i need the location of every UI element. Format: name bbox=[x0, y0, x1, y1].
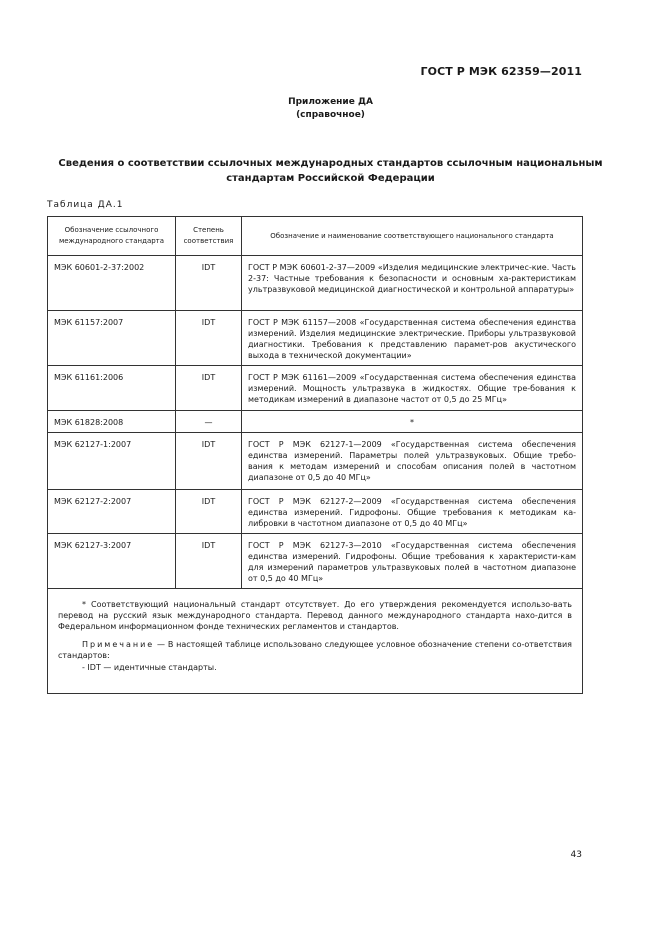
cell-national-standard: ГОСТ Р МЭК 61161—2009 «Государственная система обеспечения единства измерений. Мощность ультразвука в жидкостях. Общие тре-бования к методикам измерений в диапазоне частот от 0,5 до 25 МГц» bbox=[242, 366, 583, 411]
table-notes bbox=[48, 589, 583, 694]
table-row bbox=[48, 534, 583, 589]
table-row bbox=[48, 311, 583, 366]
cell-national-standard: ГОСТ Р МЭК 60601-2-37—2009 «Изделия медицинские электричес-кие. Часть 2-37: Частные требования к безопасности и основным ха-рактеристикам ультразвуковой медицинской диагностической и контрольной аппаратуры» bbox=[242, 256, 583, 311]
table-row bbox=[48, 411, 583, 433]
cell-degree: — bbox=[176, 411, 242, 433]
cell-intl-standard: МЭК 62127-3:2007 bbox=[48, 534, 176, 589]
cell-national-standard: ГОСТ Р МЭК 62127-3—2010 «Государственная система обеспечения единства измерений. Гидрофоны. Общие требования к характеристи-кам для измерений параметров ультразвуковых полей в частотном диапазоне от 0,5 до 40 МГц» bbox=[242, 534, 583, 589]
note-label: Примечание bbox=[82, 640, 155, 649]
table-row bbox=[48, 366, 583, 411]
table-footer-row bbox=[48, 589, 583, 694]
cell-intl-standard: МЭК 62127-2:2007 bbox=[48, 490, 176, 534]
standards-correspondence-table bbox=[47, 216, 583, 694]
section-title-line-1: Сведения о соответствии ссылочных международных стандартов ссылочным национальным bbox=[58, 158, 603, 169]
table-row bbox=[48, 256, 583, 311]
header-intl-standard: Обозначение ссылочного международного стандарта bbox=[48, 217, 176, 256]
cell-degree: IDT bbox=[176, 366, 242, 411]
note bbox=[58, 639, 572, 661]
cell-degree: IDT bbox=[176, 490, 242, 534]
cell-intl-standard: МЭК 61157:2007 bbox=[48, 311, 176, 366]
cell-intl-standard: МЭК 61828:2008 bbox=[48, 411, 176, 433]
table-row bbox=[48, 433, 583, 490]
appendix-heading bbox=[0, 96, 661, 122]
table-label: Таблица ДА.1 bbox=[47, 200, 124, 210]
appendix-subtitle: (справочное) bbox=[296, 110, 365, 120]
cell-national-standard: ГОСТ Р МЭК 62127-1—2009 «Государственная система обеспечения единства измерений. Параметры полей ультразвуковых. Общие требо-вания к методам измерений и способам описания полей в частотном диапазоне от 0,5 до 40 МГц» bbox=[242, 433, 583, 490]
document-id: ГОСТ Р МЭК 62359—2011 bbox=[420, 65, 582, 78]
cell-national-standard: * bbox=[242, 411, 583, 433]
footnote: * Соответствующий национальный стандарт отсутствует. До его утверждения рекомендуется использо-вать перевод на русский язык международного стандарта. Перевод данного международного стандарта нахо-дится в Федеральном информационном фонде технических регламентов и стандартов. bbox=[58, 600, 572, 631]
header-degree: Степень соответствия bbox=[176, 217, 242, 256]
cell-national-standard: ГОСТ Р МЭК 61157—2008 «Государственная система обеспечения единства измерений. Изделия медицинские электрические. Приборы ультразвуковой диагностики. Требования к представлению парамет-ров акустического выхода в технической документации» bbox=[242, 311, 583, 366]
cell-degree: IDT bbox=[176, 256, 242, 311]
table-row bbox=[48, 490, 583, 534]
section-title-line-2: стандартам Российской Федерации bbox=[226, 173, 435, 184]
cell-degree: IDT bbox=[176, 534, 242, 589]
section-title bbox=[40, 156, 621, 186]
cell-national-standard: ГОСТ Р МЭК 62127-2—2009 «Государственная система обеспечения единства измерений. Гидрофоны. Общие требования к методикам ка-либровки в частотном диапазоне от 0,5 до 40 МГц» bbox=[242, 490, 583, 534]
note-item-idt: - IDT — идентичные стандарты. bbox=[82, 663, 217, 672]
cell-degree: IDT bbox=[176, 433, 242, 490]
appendix-title: Приложение ДА bbox=[288, 97, 373, 107]
cell-degree: IDT bbox=[176, 311, 242, 366]
cell-intl-standard: МЭК 62127-1:2007 bbox=[48, 433, 176, 490]
page-number: 43 bbox=[570, 850, 582, 860]
note-text: — В настоящей таблице использовано следующее условное обозначение степени со-ответствия стандартов: bbox=[58, 640, 572, 660]
header-national-standard: Обозначение и наименование соответствующего национального стандарта bbox=[242, 217, 583, 256]
cell-intl-standard: МЭК 61161:2006 bbox=[48, 366, 176, 411]
cell-intl-standard: МЭК 60601-2-37:2002 bbox=[48, 256, 176, 311]
table-header-row bbox=[48, 217, 583, 256]
